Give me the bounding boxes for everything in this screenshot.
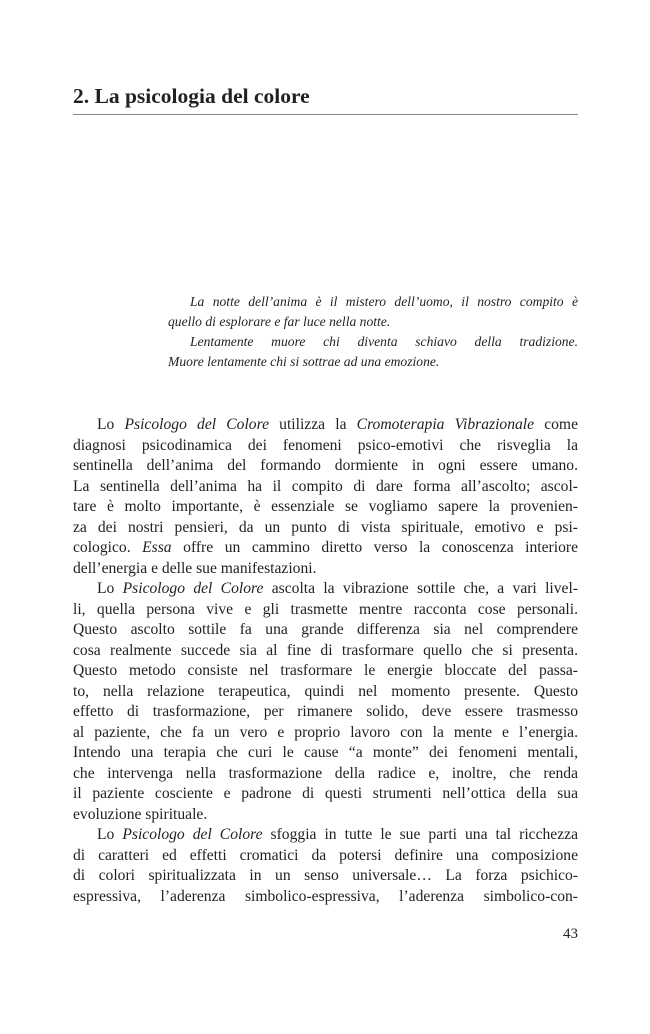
text-segment: di caratteri ed effetti cromatici da potersi definire una composizione xyxy=(73,846,578,864)
page-number: 43 xyxy=(563,926,578,942)
text-segment: Questo metodo consiste nel trasformare le energie bloccate del passa- xyxy=(73,662,578,679)
chapter-heading: 2. La psicologia del colore xyxy=(73,84,310,108)
body-line xyxy=(73,661,578,682)
epigraph-line xyxy=(168,332,578,352)
text-segment: offre un cammino diretto verso la conoscenza interiore xyxy=(171,539,578,556)
body-line xyxy=(73,682,578,703)
italic-text: Essa xyxy=(142,539,172,556)
text-segment: sfoggia in tutte le sue parti una tal ricchezza xyxy=(262,826,578,843)
body-line xyxy=(73,600,578,621)
text-segment: Lo xyxy=(97,416,125,433)
body-line xyxy=(73,620,578,641)
body-text xyxy=(73,415,578,907)
text-segment: Questo ascolto sottile fa una grande differenza sia nel comprendere xyxy=(73,621,578,638)
body-line xyxy=(73,702,578,723)
body-line xyxy=(73,723,578,744)
heading-rule xyxy=(73,114,578,115)
text-segment: come xyxy=(534,416,578,433)
body-line xyxy=(73,784,578,805)
body-line xyxy=(73,743,578,764)
body-line xyxy=(73,579,578,600)
text-segment: effetto di trasformazione, per rimanere solido, deve essere trasmesso xyxy=(73,703,578,720)
italic-text: Cromoterapia Vibrazionale xyxy=(356,416,535,433)
text-segment: il paziente cosciente e padrone di questi strumenti nell’ottica della sua xyxy=(73,785,578,802)
epigraph-line xyxy=(168,292,578,312)
body-line xyxy=(73,825,578,846)
text-segment: za dei nostri pensieri, da un punto di vista spirituale, emotivo e psi- xyxy=(73,518,578,536)
text-segment: diagnosi psicodinamica dei fenomeni psico-emotivi che risveglia la xyxy=(73,436,578,454)
body-line xyxy=(73,887,578,908)
epigraph-line xyxy=(168,352,578,372)
text-segment: cologico. xyxy=(73,539,143,556)
text-segment: utilizza la xyxy=(269,416,357,433)
text-segment: espressiva, l’aderenza simbolico-espressiva, l’aderenza simbolico-con- xyxy=(73,887,578,905)
text-segment: tare è molto importante, è essenziale se vogliamo sapere la provenien- xyxy=(73,498,578,515)
body-line xyxy=(73,805,578,826)
epigraph-line xyxy=(168,312,578,332)
body-line xyxy=(73,456,578,477)
text-segment: che intervenga nella trasformazione della radice e, inoltre, che renda xyxy=(73,764,578,782)
text-segment: quello di esplorare e far luce nella notte. xyxy=(168,314,391,329)
body-line xyxy=(73,641,578,662)
body-line xyxy=(73,415,578,436)
body-line xyxy=(73,497,578,518)
body-line xyxy=(73,436,578,457)
body-line xyxy=(73,846,578,867)
text-segment: Muore lentamente chi si sottrae ad una emozione. xyxy=(168,354,440,369)
body-line xyxy=(73,538,578,559)
text-segment: cosa realmente succede sia al fine di trasformare quello che si presenta. xyxy=(73,641,578,659)
italic-text: Psicologo del Colore xyxy=(124,416,269,433)
epigraph xyxy=(168,292,578,372)
text-segment: Lo xyxy=(97,826,123,843)
text-segment: Intendo una terapia che curi le cause “a monte” dei fenomeni mentali, xyxy=(73,744,578,761)
italic-text: Psicologo del Colore xyxy=(122,826,263,843)
body-line xyxy=(73,764,578,785)
text-segment: La sentinella dell’anima ha il compito di dare forma all’ascolto; ascol- xyxy=(73,477,578,495)
body-line xyxy=(73,518,578,539)
text-segment: Lo xyxy=(97,580,123,597)
body-line xyxy=(73,559,578,580)
text-segment: al paziente, che fa un vero e proprio lavoro con la mente e l’energia. xyxy=(73,723,578,741)
text-segment: ascolta la vibrazione sottile che, a vari livel- xyxy=(263,580,578,597)
text-segment: li, quella persona vive e gli trasmette mentre racconta cose personali. xyxy=(73,600,578,618)
italic-text: Psicologo del Colore xyxy=(122,580,264,597)
text-segment: to, nella relazione terapeutica, quindi nel momento presente. Questo xyxy=(73,682,578,700)
text-segment: dell’energia e delle sue manifestazioni. xyxy=(73,559,317,577)
body-line xyxy=(73,477,578,498)
text-segment: evoluzione spirituale. xyxy=(73,805,208,823)
text-segment: La notte dell’anima è il mistero dell’uomo, il nostro compito è xyxy=(190,294,578,309)
text-segment: Lentamente muore chi diventa schiavo della tradizione. xyxy=(190,334,578,349)
text-segment: di colori spiritualizzata in un senso universale… La forza psichico- xyxy=(73,867,578,884)
text-segment: sentinella dell’anima del formando dormiente in ogni essere umano. xyxy=(73,457,578,474)
body-line xyxy=(73,866,578,887)
